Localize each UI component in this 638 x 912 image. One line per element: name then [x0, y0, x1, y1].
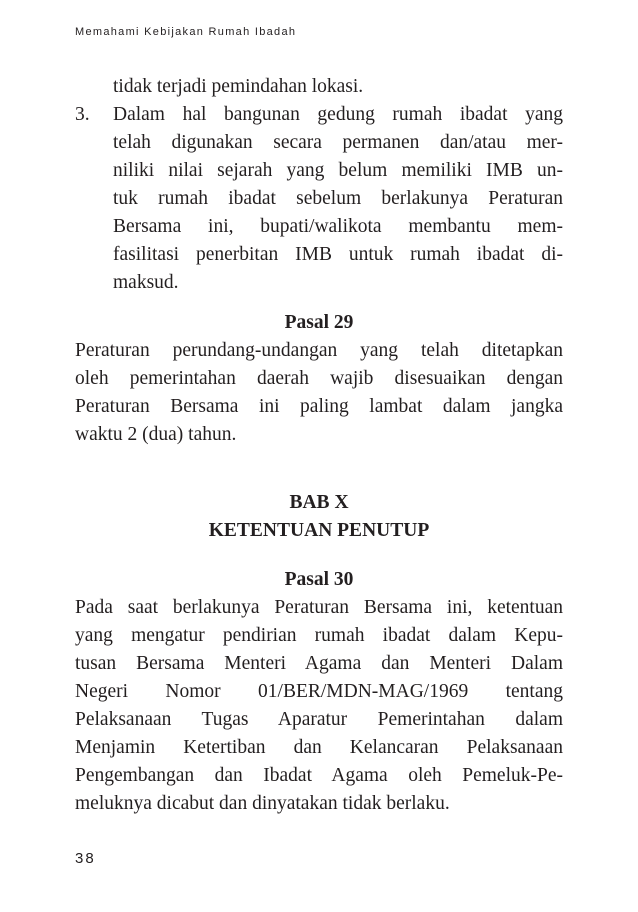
paragraph-line: meluknya dicabut dan dinyatakan tidak berlaku.: [75, 793, 450, 814]
paragraph-line: Negeri Nomor 01/BER/MDN-MAG/1969 tentang: [75, 681, 563, 702]
paragraph-line: waktu 2 (dua) tahun.: [75, 424, 237, 445]
list-item-line: tuk rumah ibadat sebelum berlakunya Peraturan: [113, 188, 563, 209]
list-item-line: Bersama ini, bupati/walikota membantu mem-: [113, 216, 563, 237]
list-item-number: 3.: [75, 104, 90, 125]
page-number: 38: [75, 850, 96, 867]
chapter-title: KETENTUAN PENUTUP: [208, 520, 430, 541]
paragraph-line: tusan Bersama Menteri Agama dan Menteri Dalam: [75, 653, 563, 674]
paragraph-line: oleh pemerintahan daerah wajib disesuaikan dengan: [75, 368, 563, 389]
paragraph-line: Pengembangan dan Ibadat Agama oleh Pemeluk-Pe-: [75, 765, 563, 786]
paragraph-line: Pada saat berlakunya Peraturan Bersama ini, ketentuan: [75, 597, 563, 618]
paragraph-line: Peraturan Bersama ini paling lambat dalam jangka: [75, 396, 563, 417]
paragraph-line: yang mengatur pendirian rumah ibadat dalam Kepu-: [75, 625, 563, 646]
list-item-line: niliki nilai sejarah yang belum memiliki IMB un-: [113, 160, 563, 181]
item3-continuation: tidak terjadi pemindahan lokasi.: [113, 76, 364, 97]
paragraph-line: Pelaksanaan Tugas Aparatur Pemerintahan dalam: [75, 709, 563, 730]
list-item-line: maksud.: [113, 272, 179, 293]
list-item-line: telah digunakan secara permanen dan/atau mer-: [113, 132, 563, 153]
article-heading-30: Pasal 30: [284, 569, 354, 590]
list-item-line: fasilitasi penerbitan IMB untuk rumah ibadat di-: [113, 244, 563, 265]
paragraph-line: Menjamin Ketertiban dan Kelancaran Pelaksanaan: [75, 737, 563, 758]
chapter-number: BAB X: [289, 492, 349, 513]
running-header: Memahami Kebijakan Rumah Ibadah: [75, 26, 297, 38]
paragraph-line: Peraturan perundang-undangan yang telah ditetapkan: [75, 340, 563, 361]
list-item-line: Dalam hal bangunan gedung rumah ibadat yang: [113, 104, 563, 125]
article-heading-29: Pasal 29: [284, 312, 354, 333]
